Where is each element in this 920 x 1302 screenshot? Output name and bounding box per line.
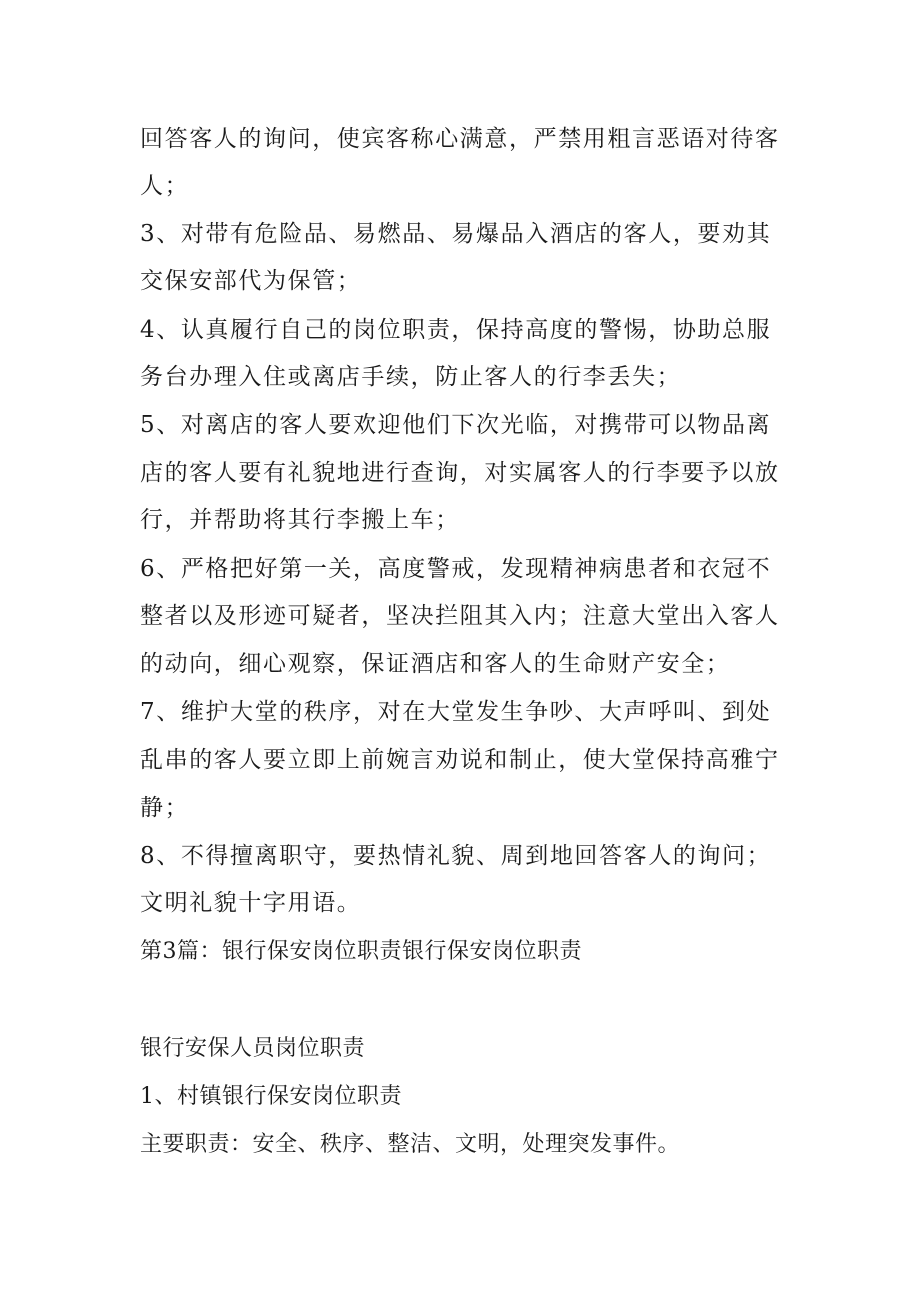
paragraph-line: 整者以及形迹可疑者，坚决拦阻其入内；注意大堂出入客人 xyxy=(140,603,780,629)
paragraph-line: 8、不得擅离职守，要热情礼貌、周到地回答客人的询问； xyxy=(140,843,772,869)
paragraph-line: 主要职责：安全、秩序、整洁、文明，处理突发事件。 xyxy=(140,1132,681,1157)
paragraph-line: 的动向，细心观察，保证酒店和客人的生命财产安全； xyxy=(140,651,731,677)
paragraph-line: 3、对带有危险品、易燃品、易爆品入酒店的客人，要劝其 xyxy=(140,221,772,247)
paragraph-line: 6、严格把好第一关，高度警戒，发现精神病患者和衣冠不 xyxy=(140,556,772,582)
paragraph-line: 文明礼貌十字用语。 xyxy=(140,890,362,916)
paragraph-line: 人； xyxy=(140,173,190,199)
paragraph-line: 4、认真履行自己的岗位职责，保持高度的警惕，协助总服 xyxy=(140,317,772,343)
numbered-item: 1、村镇银行保安岗位职责 xyxy=(140,1084,402,1109)
paragraph-line: 乱串的客人要立即上前婉言劝说和制止，使大堂保持高雅宁 xyxy=(140,747,780,773)
paragraph-line: 静； xyxy=(140,795,190,821)
paragraph-line: 5、对离店的客人要欢迎他们下次光临，对携带可以物品离 xyxy=(140,412,772,438)
paragraph-line: 行，并帮助将其行李搬上车； xyxy=(140,507,460,533)
subsection-heading: 银行安保人员岗位职责 xyxy=(140,1036,366,1061)
paragraph-line: 店的客人要有礼貌地进行查询，对实属客人的行李要予以放 xyxy=(140,460,780,486)
paragraph-line: 回答客人的询问，使宾客称心满意，严禁用粗言恶语对待客 xyxy=(140,126,780,152)
paragraph-line: 务台办理入住或离店手续，防止客人的行李丢失； xyxy=(140,364,682,390)
paragraph-line: 交保安部代为保管； xyxy=(140,268,362,294)
paragraph-line: 7、维护大堂的秩序，对在大堂发生争吵、大声呼叫、到处 xyxy=(140,699,772,725)
section-heading: 第3篇：银行保安岗位职责银行保安岗位职责 xyxy=(140,939,582,964)
